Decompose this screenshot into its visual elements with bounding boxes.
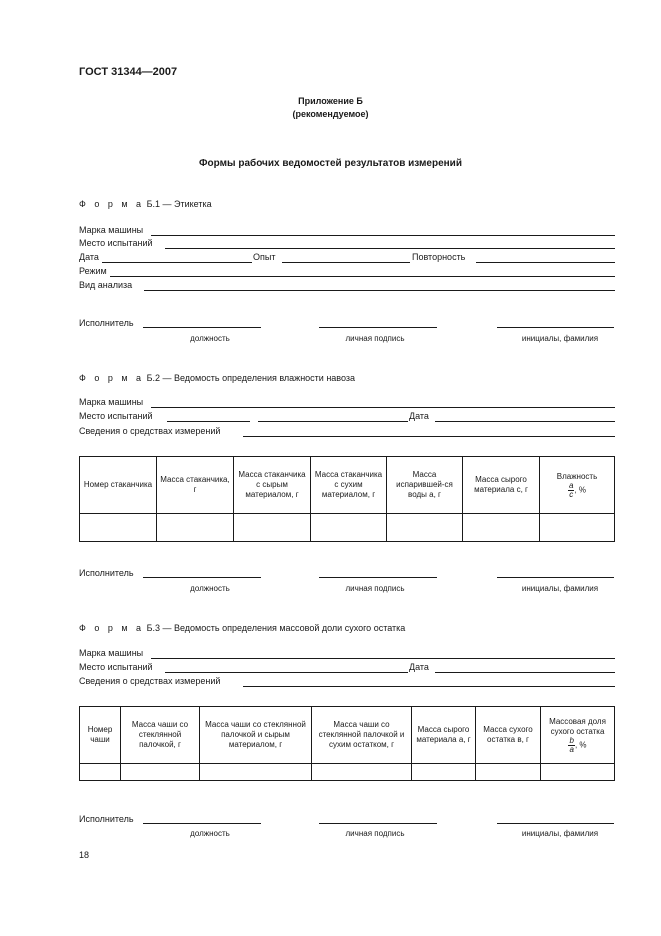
form1-machine-label: Марка машины bbox=[79, 225, 144, 235]
form2-col-header-moisture bbox=[540, 457, 615, 514]
form2-table-header bbox=[80, 457, 615, 514]
sig1-name-field[interactable] bbox=[497, 327, 614, 328]
form-word: Ф о р м а bbox=[79, 373, 145, 383]
form-word: Ф о р м а bbox=[79, 199, 145, 209]
form2-means-field[interactable] bbox=[243, 436, 615, 437]
form3-table bbox=[79, 706, 615, 781]
sig2-signature-field[interactable] bbox=[319, 577, 437, 578]
table-cell[interactable] bbox=[541, 764, 615, 781]
form2-machine-field[interactable] bbox=[151, 407, 615, 408]
form3-col-header: Масса сырого материала а, г bbox=[412, 707, 476, 764]
sig3-position-field[interactable] bbox=[143, 823, 261, 824]
form2-table bbox=[79, 456, 615, 542]
form1-mode-label: Режим bbox=[79, 266, 107, 276]
form2-col-header: Масса стаканчика, г bbox=[157, 457, 234, 514]
sig2-position-caption: должность bbox=[190, 584, 230, 593]
table-cell[interactable] bbox=[311, 514, 387, 542]
form3-date-label: Дата bbox=[409, 662, 429, 672]
form2-means-label: Сведения о средствах измерений bbox=[79, 426, 221, 436]
table-cell[interactable] bbox=[80, 514, 157, 542]
sig1-position-caption: должность bbox=[190, 334, 230, 343]
form3-title-text: Б.3 — Ведомость определения массовой доли сухого остатка bbox=[146, 623, 406, 633]
sig3-signature-field[interactable] bbox=[319, 823, 437, 824]
form3-table-header bbox=[80, 707, 615, 764]
form2-date-label: Дата bbox=[409, 411, 429, 421]
form-word: Ф о р м а bbox=[79, 623, 145, 633]
form2-col-header: Масса стаканчика с сухим материалом, г bbox=[311, 457, 387, 514]
sig1-signature-caption: личная подпись bbox=[345, 334, 405, 343]
document-header: ГОСТ 31344—2007 bbox=[79, 66, 178, 78]
table-row bbox=[80, 764, 615, 781]
table-cell[interactable] bbox=[234, 514, 311, 542]
dry-fraction-unit: , % bbox=[574, 740, 587, 750]
form3-title bbox=[79, 623, 405, 633]
form1-experiment-field[interactable] bbox=[282, 262, 410, 263]
form3-place-field[interactable] bbox=[165, 672, 408, 673]
sig3-executor-label: Исполнитель bbox=[79, 814, 134, 824]
sig3-signature-caption: личная подпись bbox=[345, 829, 405, 838]
form3-date-field[interactable] bbox=[435, 672, 615, 673]
form3-col-header: Масса чаши со стеклянной палочкой и сухим остатком, г bbox=[312, 707, 412, 764]
form1-place-field[interactable] bbox=[165, 248, 615, 249]
table-cell[interactable] bbox=[476, 764, 541, 781]
form1-analysis-label: Вид анализа bbox=[79, 280, 133, 290]
table-cell[interactable] bbox=[157, 514, 234, 542]
form3-means-field[interactable] bbox=[243, 686, 615, 687]
sig1-signature-field[interactable] bbox=[319, 327, 437, 328]
form1-date-field[interactable] bbox=[102, 262, 252, 263]
table-cell[interactable] bbox=[121, 764, 200, 781]
form2-date-field[interactable] bbox=[435, 421, 615, 422]
table-cell[interactable] bbox=[312, 764, 412, 781]
sig2-name-field[interactable] bbox=[497, 577, 614, 578]
sig3-name-caption: инициалы, фамилия bbox=[521, 829, 599, 838]
sig1-name-caption: инициалы, фамилия bbox=[521, 334, 599, 343]
sig3-position-caption: должность bbox=[190, 829, 230, 838]
form1-machine-field[interactable] bbox=[151, 235, 615, 236]
form2-place-field-b[interactable] bbox=[258, 421, 408, 422]
form2-col-header: Номер стаканчика bbox=[80, 457, 157, 514]
table-cell[interactable] bbox=[463, 514, 540, 542]
sig1-position-field[interactable] bbox=[143, 327, 261, 328]
form2-title bbox=[79, 373, 355, 383]
fraction-denominator: c bbox=[569, 489, 574, 499]
form2-title-text: Б.2 — Ведомость определения влажности навоза bbox=[146, 373, 356, 383]
form3-place-label: Место испытаний bbox=[79, 662, 153, 672]
sig2-signature-caption: личная подпись bbox=[345, 584, 405, 593]
fraction-numerator: a bbox=[568, 480, 574, 490]
form3-col-header: Масса чаши со стеклянной палочкой и сырым материалом, г bbox=[200, 707, 312, 764]
fraction-numerator: b bbox=[569, 735, 574, 745]
sig2-name-caption: инициалы, фамилия bbox=[521, 584, 599, 593]
form3-machine-label: Марка машины bbox=[79, 648, 144, 658]
table-cell[interactable] bbox=[80, 764, 121, 781]
form1-mode-field[interactable] bbox=[110, 276, 615, 277]
appendix-subtitle: (рекомендуемое) bbox=[292, 109, 369, 119]
form3-col-header: Масса чаши со стеклянной палочкой, г bbox=[121, 707, 200, 764]
form1-title-text: Б.1 — Этикетка bbox=[146, 199, 212, 209]
table-cell[interactable] bbox=[540, 514, 615, 542]
form3-col-header-dry-fraction bbox=[541, 707, 615, 764]
main-title: Формы рабочих ведомостей результатов измерений bbox=[199, 158, 462, 169]
form1-repeat-field[interactable] bbox=[476, 262, 615, 263]
form2-machine-label: Марка машины bbox=[79, 397, 144, 407]
table-cell[interactable] bbox=[412, 764, 476, 781]
fraction-denominator: a bbox=[569, 744, 574, 754]
form1-title bbox=[79, 199, 212, 209]
form2-col-header: Масса сырого материала с, г bbox=[463, 457, 540, 514]
form2-place-field-a[interactable] bbox=[167, 421, 250, 422]
table-row bbox=[80, 514, 615, 542]
form3-machine-field[interactable] bbox=[151, 658, 615, 659]
form2-col-header: Масса испарившей-ся воды a, г bbox=[387, 457, 463, 514]
sig2-executor-label: Исполнитель bbox=[79, 568, 134, 578]
form1-date-label: Дата bbox=[79, 252, 99, 262]
sig1-executor-label: Исполнитель bbox=[79, 318, 134, 328]
page-number: 18 bbox=[79, 850, 90, 860]
sig2-position-field[interactable] bbox=[143, 577, 261, 578]
form2-col-header: Масса стаканчика с сырым материалом, г bbox=[234, 457, 311, 514]
form1-experiment-label: Опыт bbox=[253, 252, 276, 262]
table-cell[interactable] bbox=[387, 514, 463, 542]
form1-place-label: Место испытаний bbox=[79, 238, 153, 248]
form1-analysis-field[interactable] bbox=[144, 290, 615, 291]
form3-col-header: Номер чаши bbox=[80, 707, 121, 764]
table-cell[interactable] bbox=[200, 764, 312, 781]
sig3-name-field[interactable] bbox=[497, 823, 614, 824]
moisture-unit: , % bbox=[574, 485, 586, 495]
form3-col-header: Масса сухого остатка в, г bbox=[476, 707, 541, 764]
form3-means-label: Сведения о средствах измерений bbox=[79, 676, 221, 686]
appendix-title: Приложение Б bbox=[298, 96, 363, 106]
moisture-label: Влажность bbox=[556, 471, 598, 481]
form2-place-label: Место испытаний bbox=[79, 411, 153, 421]
dry-fraction-label: Массовая доля сухого остатка bbox=[549, 716, 606, 736]
form1-repeat-label: Повторность bbox=[412, 252, 466, 262]
